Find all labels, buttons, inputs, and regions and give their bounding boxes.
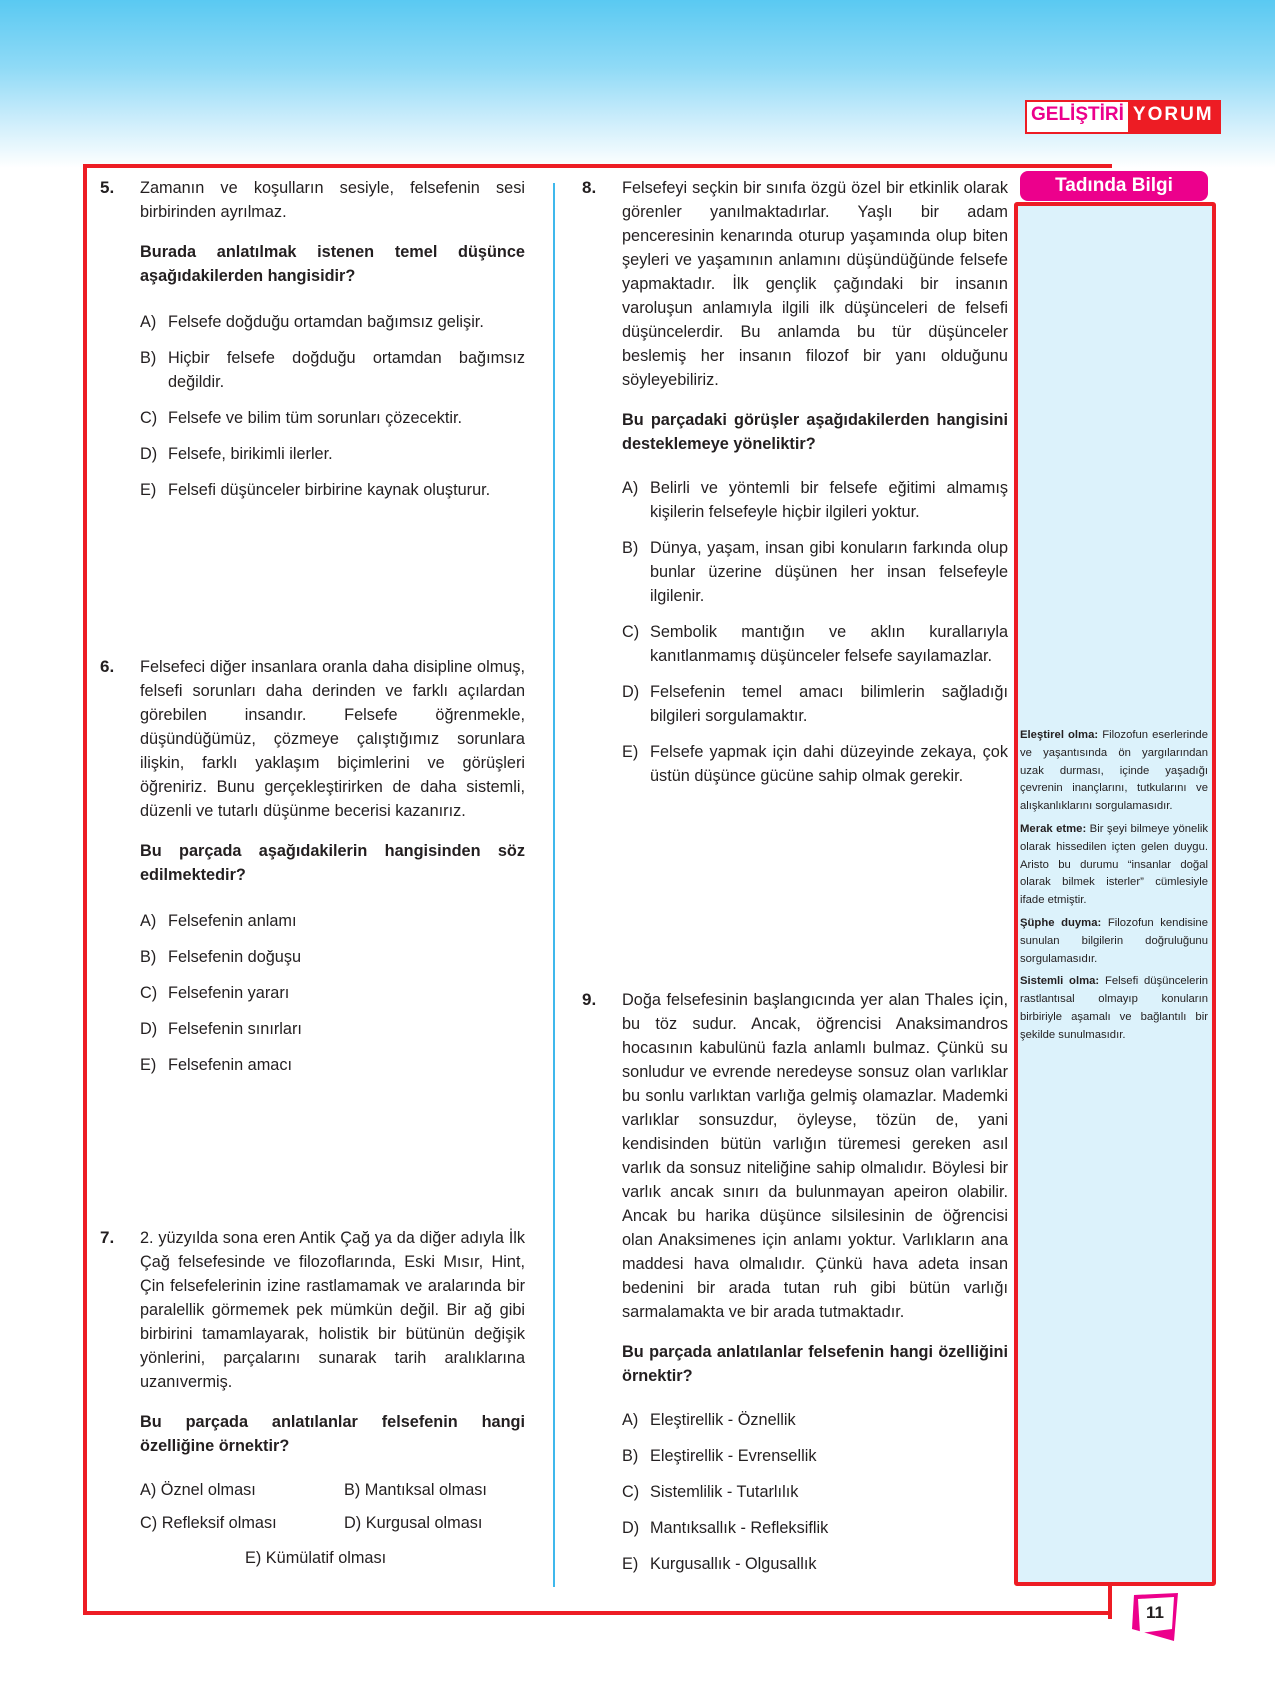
answer-option-c[interactable]: C) Sistemlilik - Tutarlılık bbox=[622, 1483, 799, 1501]
answer-options bbox=[622, 476, 1008, 788]
page-number: 11 bbox=[1146, 1603, 1164, 1622]
answer-option-b[interactable]: B) Felsefenin doğuşu bbox=[140, 948, 302, 966]
answer-options bbox=[140, 909, 525, 1077]
answer-option-e[interactable]: E) Felsefe yapmak için dahi düzeyinde zekaya, çok üstün düşünce gücüne sahip olmak gerekir. bbox=[622, 743, 1008, 785]
sidebar-title: Tadında Bilgi bbox=[1020, 171, 1208, 201]
sidebar-info-content bbox=[1020, 727, 1208, 1050]
answer-option-d[interactable]: D) Felsefenin temel amacı bilimlerin sağladığı bilgileri sorgulamaktır. bbox=[622, 683, 1008, 725]
question-number: 5. bbox=[100, 178, 115, 197]
question-prompt: Burada anlatılmak istenen temel düşünce aşağıdakilerden hangisidir? bbox=[140, 243, 525, 285]
answer-option-c[interactable]: C) Sembolik mantığın ve aklın kurallarıyla kanıtlanmamış düşünceler felsefe sayılamazlar. bbox=[622, 623, 1008, 665]
sidebar-item-text: Filozofun eserlerinde ve yaşantısında ön yargılarından uzak durması, içinde yaşadığı çevrenin inançlarını, tutkularını ve alışkanlıklarını sorgulamasıdır. bbox=[1020, 729, 1208, 813]
page-number-badge bbox=[1130, 1593, 1180, 1641]
answer-option-d[interactable]: D) Felsefe, birikimli ilerler. bbox=[140, 445, 333, 463]
sidebar-item bbox=[1020, 727, 1208, 816]
question-prompt: Bu parçada aşağıdakilerin hangisinden söz edilmektedir? bbox=[140, 842, 525, 884]
question-number: 6. bbox=[100, 657, 115, 676]
question-number: 7. bbox=[100, 1228, 115, 1247]
sidebar-item bbox=[1020, 915, 1208, 968]
answer-option-d[interactable]: D) Kurgusal olması bbox=[344, 1514, 483, 1532]
answer-option-d[interactable]: D) Felsefenin sınırları bbox=[140, 1020, 302, 1038]
sidebar-item-text: Filozofun kendisine sunulan bilgilerin doğruluğunu sorgulamasıdır. bbox=[1020, 916, 1208, 965]
brand-logo bbox=[1025, 100, 1221, 134]
question-stem: Doğa felsefesinin başlangıcında yer alan Thales için, bu töz sudur. Ancak, öğrencisi Anaksimandros hocasının kabulünü fazla anlamlı bulmaz. Çünkü su sonludur ve evrende neredeyse sonsuz olan varlıklar bu sonlu varlıktan varlığa gelmiş olamazlar. Mademki varlıklar sonsuzdur, öyleyse, tözün de, yani kendisinden bütün varlığın türemesi gereken asıl varlık da sonsuz niteliğine sahip olmalıdır. Böylesi bir varlık ancak sınırı da bulunmayan apeiron olabilir. Ancak bu harika düşünce silsilesinin de öğrencisi olan Anaksimenes için anlamı yoktur. Varlıkların ana maddesi hava olmalıdır. Çünkü hava adeta insan bedenini bir arada tutan ruh gibi bütün varlığı sarmalamakta ve bir arada tutmaktadır. bbox=[622, 991, 1008, 1321]
main-frame-right-edge bbox=[1108, 1585, 1112, 1619]
answer-option-e[interactable]: E) Felsefi düşünceler birbirine kaynak oluşturur. bbox=[140, 481, 491, 499]
answer-option-b[interactable]: B) Mantıksal olması bbox=[344, 1481, 487, 1499]
answer-option-d[interactable]: D) Mantıksallık - Refleksiflik bbox=[622, 1519, 829, 1537]
question-prompt: Bu parçada anlatılanlar felsefenin hangi özelliğini örnektir? bbox=[622, 1343, 1008, 1385]
answer-option-b[interactable]: B) Eleştirellik - Evrensellik bbox=[622, 1447, 817, 1465]
sidebar-item-term: Eleştirel olma: bbox=[1020, 729, 1099, 741]
sidebar-item-text: Felsefi düşüncelerin rastlantısal olmayıp konuların birbiriyle aşamalı ve bağlantılı bir şekilde sunulmasıdır. bbox=[1020, 975, 1209, 1041]
answer-option-a[interactable]: A) Öznel olması bbox=[140, 1481, 256, 1499]
question-stem: Felsefeci diğer insanlara oranla daha disipline olmuş, felsefi sorunları daha derinden ve farklı açılardan görebilen insandır. Felsefe öğrenmekle, düşündüğümüz, çözmeye çalıştığımız sorunlara ilişkin, farklı yaklaşım biçimlerini ve görüşleri öğreniriz. Bunu gerçekleştirirken de daha sistemli, düzenli ve tutarlı düşünme becerisi kazanırız. bbox=[140, 658, 525, 820]
answer-option-a[interactable]: A) Felsefenin anlamı bbox=[140, 912, 297, 930]
sidebar-item-text: Bir şeyi bilmeye yönelik olarak hissedilen içten gelen duygu. Aristo bu durumu “insanlar doğal olarak bilmek isterler” cümlesiyle ifade etmiştir. bbox=[1020, 822, 1208, 907]
sidebar-item-term: Şüphe duyma: bbox=[1020, 916, 1102, 929]
header-gradient-band bbox=[0, 0, 1275, 168]
answer-options bbox=[622, 1408, 1008, 1576]
answer-option-a[interactable]: A) Belirli ve yöntemli bir felsefe eğitimi almamış kişilerin felsefeyle hiçbir ilgileri yoktur. bbox=[622, 479, 1008, 521]
sidebar-item-term: Sistemli olma: bbox=[1020, 975, 1100, 988]
question-number: 9. bbox=[582, 990, 597, 1009]
answer-option-e[interactable]: E) Felsefenin amacı bbox=[140, 1056, 292, 1074]
answer-option-b[interactable]: B) Dünya, yaşam, insan gibi konuların farkında olup bunlar üzerine düşünen her insan felsefeyle ilgilenir. bbox=[622, 539, 1008, 605]
answer-options bbox=[140, 1478, 525, 1578]
sidebar-item bbox=[1020, 821, 1208, 910]
column-divider bbox=[553, 183, 555, 1587]
answer-option-c[interactable]: C) Felsefe ve bilim tüm sorunları çözecektir. bbox=[140, 409, 463, 427]
answer-option-b[interactable]: B) Hiçbir felsefe doğduğu ortamdan bağımsız değildir. bbox=[140, 349, 525, 391]
brand-logo-part2: YORUM bbox=[1132, 104, 1214, 125]
question-stem: Zamanın ve koşulların sesiyle, felsefenin sesi birbirinden ayrılmaz. bbox=[140, 179, 525, 221]
answer-option-a[interactable]: A) Eleştirellik - Öznellik bbox=[622, 1411, 796, 1429]
answer-option-a[interactable]: A) Felsefe doğduğu ortamdan bağımsız gelişir. bbox=[140, 313, 484, 331]
answer-option-c[interactable]: C) Felsefenin yararı bbox=[140, 984, 290, 1002]
answer-options bbox=[140, 310, 525, 502]
sidebar-item-term: Merak etme: bbox=[1020, 822, 1087, 835]
answer-option-e[interactable]: E) Kümülatif olması bbox=[245, 1549, 387, 1567]
question-prompt: Bu parçada anlatılanlar felsefenin hangi özelliğine örnektir? bbox=[140, 1413, 525, 1455]
answer-option-e[interactable]: E) Kurgusallık - Olgusallık bbox=[622, 1555, 817, 1573]
sidebar-item bbox=[1020, 973, 1208, 1044]
brand-logo-part1: GELİŞTİRİ bbox=[1027, 102, 1128, 132]
question-number: 8. bbox=[582, 178, 597, 197]
question-stem: Felsefeyi seçkin bir sınıfa özgü özel bir etkinlik olarak görenler yanılmaktadırlar. Yaşlı bir adam penceresinin kenarında oturup yaşamında olup biten şeyleri ve yaşamının anlamını düşündüğünde felsefe yapmaktadır. İlk gençlik çağındaki bir insanın varoluşun anlamıyla ilgili ilk düşünceleri de felsefi düşüncelerdir. Bu anlamda bu tür düşünceler beslemiş her insanın filozof bir yanı olduğunu söyleyebiliriz. bbox=[622, 179, 1008, 389]
question-stem: 2. yüzyılda sona eren Antik Çağ ya da diğer adıyla İlk Çağ felsefesinde ve filozoflarında, Eski Mısır, Hint, Çin felsefelerinin izine rastlamamak ve aralarında bir paralellik görmemek pek mümkün değil. Bir ağ gibi birbirini tamamlayarak, holistik bir bütünün değişik yönlerini, parçalarını sunarak tarih aralıklarına uzanıvermiş. bbox=[140, 1229, 525, 1391]
question-prompt: Bu parçadaki görüşler aşağıdakilerden hangisini desteklemeye yöneliktir? bbox=[622, 411, 1008, 453]
answer-option-c[interactable]: C) Refleksif olması bbox=[140, 1514, 277, 1532]
